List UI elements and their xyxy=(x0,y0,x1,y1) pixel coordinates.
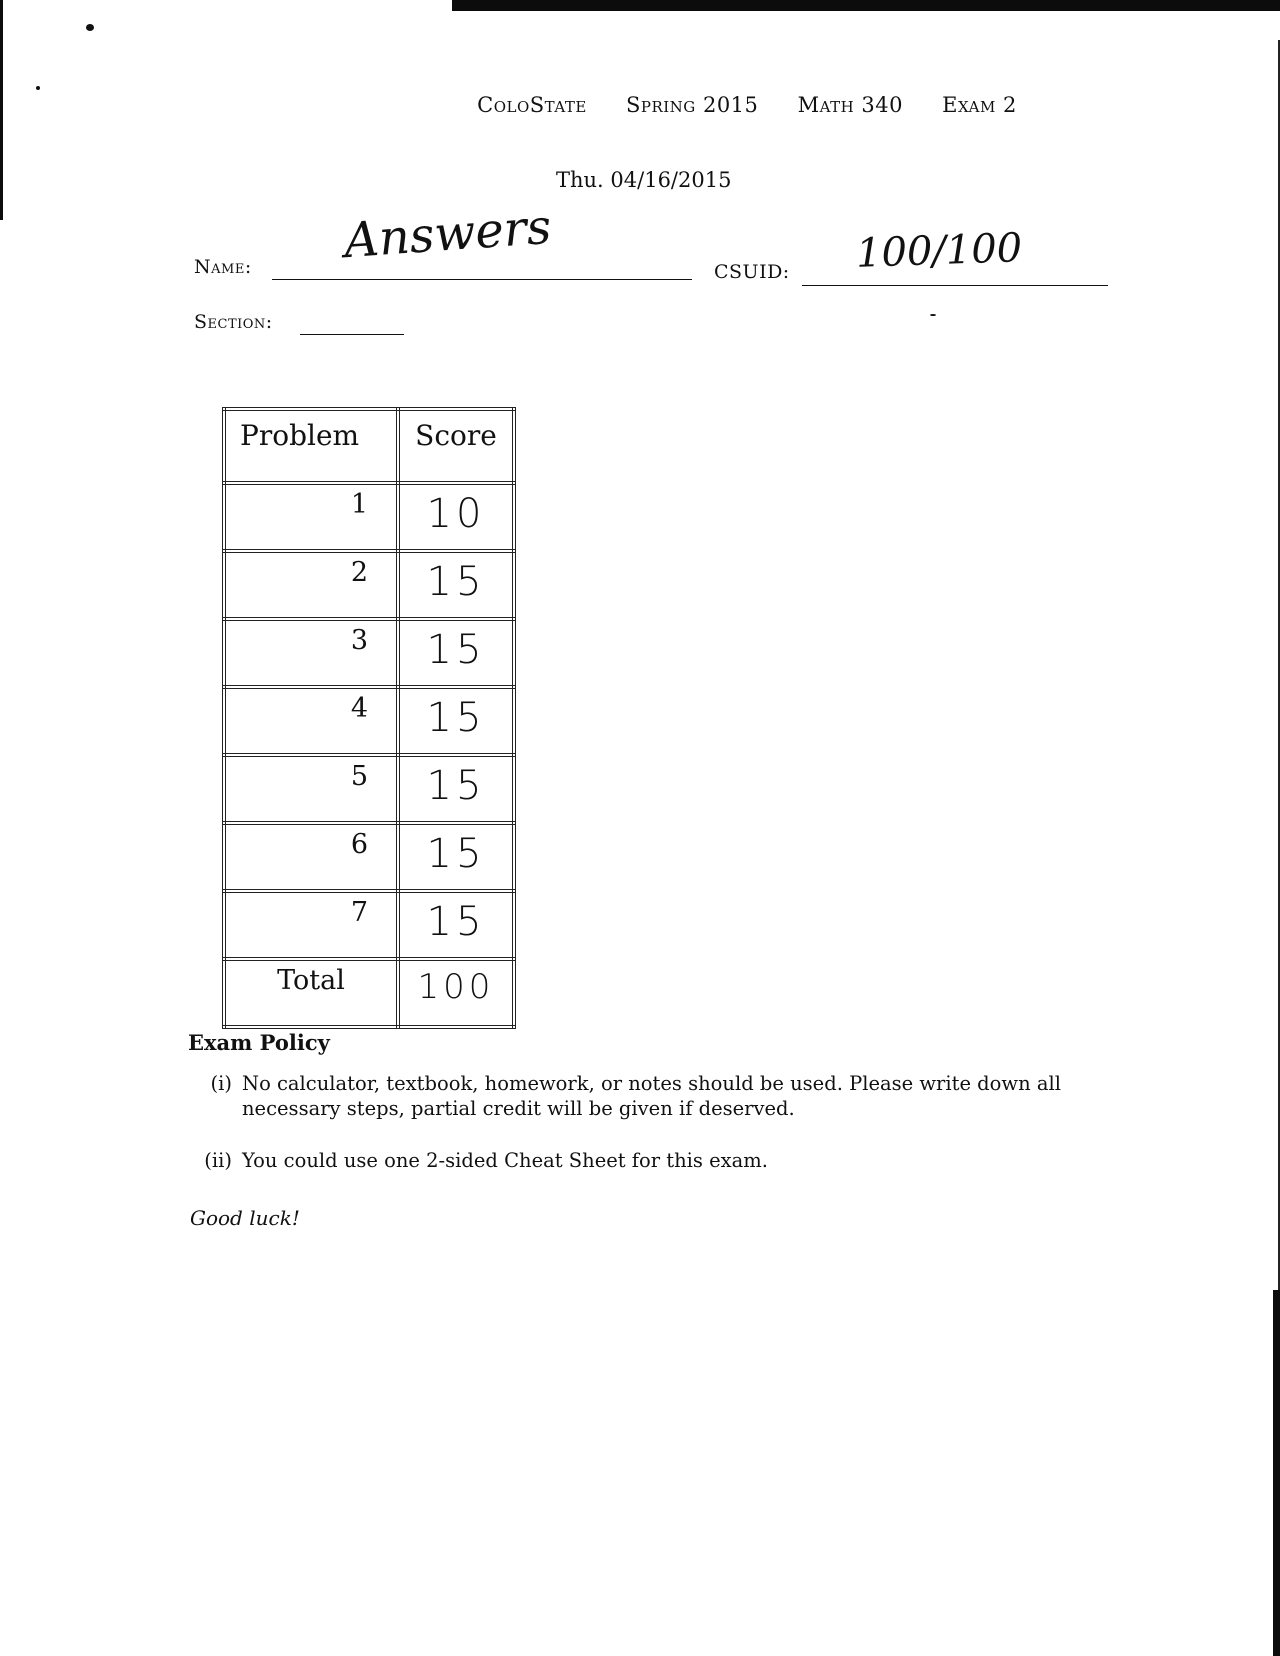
policy-item xyxy=(210,1071,1088,1121)
header-problem: Problem xyxy=(224,409,398,483)
scan-border-right xyxy=(1273,1290,1280,1656)
score-table xyxy=(222,407,516,1029)
scan-speck xyxy=(86,24,94,31)
problem-score: 15 xyxy=(398,891,514,959)
scan-border-top xyxy=(452,0,1280,11)
problem-score: 15 xyxy=(398,619,514,687)
exam-number: Exam 2 xyxy=(942,93,1017,117)
policy-marker: (i) xyxy=(210,1072,232,1095)
table-row xyxy=(224,823,514,891)
problem-score: 15 xyxy=(398,687,514,755)
scan-speck xyxy=(930,314,936,316)
total-score: 100 xyxy=(398,959,514,1027)
problem-score: 15 xyxy=(398,823,514,891)
problem-number: 2 xyxy=(224,551,398,619)
table-row xyxy=(224,483,514,551)
policy-title: Exam Policy xyxy=(188,1030,330,1055)
problem-score: 15 xyxy=(398,755,514,823)
closing-note: Good luck! xyxy=(190,1206,300,1230)
header-score: Score xyxy=(398,409,514,483)
problem-number: 6 xyxy=(224,823,398,891)
name-label: Name: xyxy=(194,256,252,278)
problem-number: 1 xyxy=(224,483,398,551)
policy-item xyxy=(204,1148,1088,1173)
exam-header xyxy=(0,93,1280,117)
name-handwritten: Answers xyxy=(342,198,553,270)
table-row xyxy=(224,619,514,687)
section-label: Section: xyxy=(194,311,273,333)
term: Spring 2015 xyxy=(625,93,759,117)
problem-number: 5 xyxy=(224,755,398,823)
csuid-label: CSUID: xyxy=(714,261,790,283)
table-row xyxy=(224,687,514,755)
scan-speck xyxy=(36,86,40,90)
problem-number: 7 xyxy=(224,891,398,959)
problem-score: 10 xyxy=(398,483,514,551)
policy-marker: (ii) xyxy=(204,1149,232,1172)
name-line xyxy=(272,279,692,280)
policy-text: No calculator, textbook, homework, or notes should be used. Please write down all necessary steps, partial credit will be given if deserved. xyxy=(242,1072,1061,1120)
csuid-handwritten: 100/100 xyxy=(855,225,1023,277)
table-row xyxy=(224,891,514,959)
policy-text: You could use one 2-sided Cheat Sheet for this exam. xyxy=(242,1149,768,1172)
exam-date: Thu. 04/16/2015 xyxy=(556,168,732,192)
section-line xyxy=(300,334,404,335)
table-row xyxy=(224,755,514,823)
course-name: Math 340 xyxy=(797,93,903,117)
score-table-header xyxy=(224,409,514,483)
problem-score: 15 xyxy=(398,551,514,619)
problem-number: 4 xyxy=(224,687,398,755)
problem-number: 3 xyxy=(224,619,398,687)
total-label: Total xyxy=(224,959,398,1027)
total-row xyxy=(224,959,514,1027)
csuid-line xyxy=(802,285,1108,286)
table-row xyxy=(224,551,514,619)
school-name: ColoState xyxy=(477,93,587,117)
